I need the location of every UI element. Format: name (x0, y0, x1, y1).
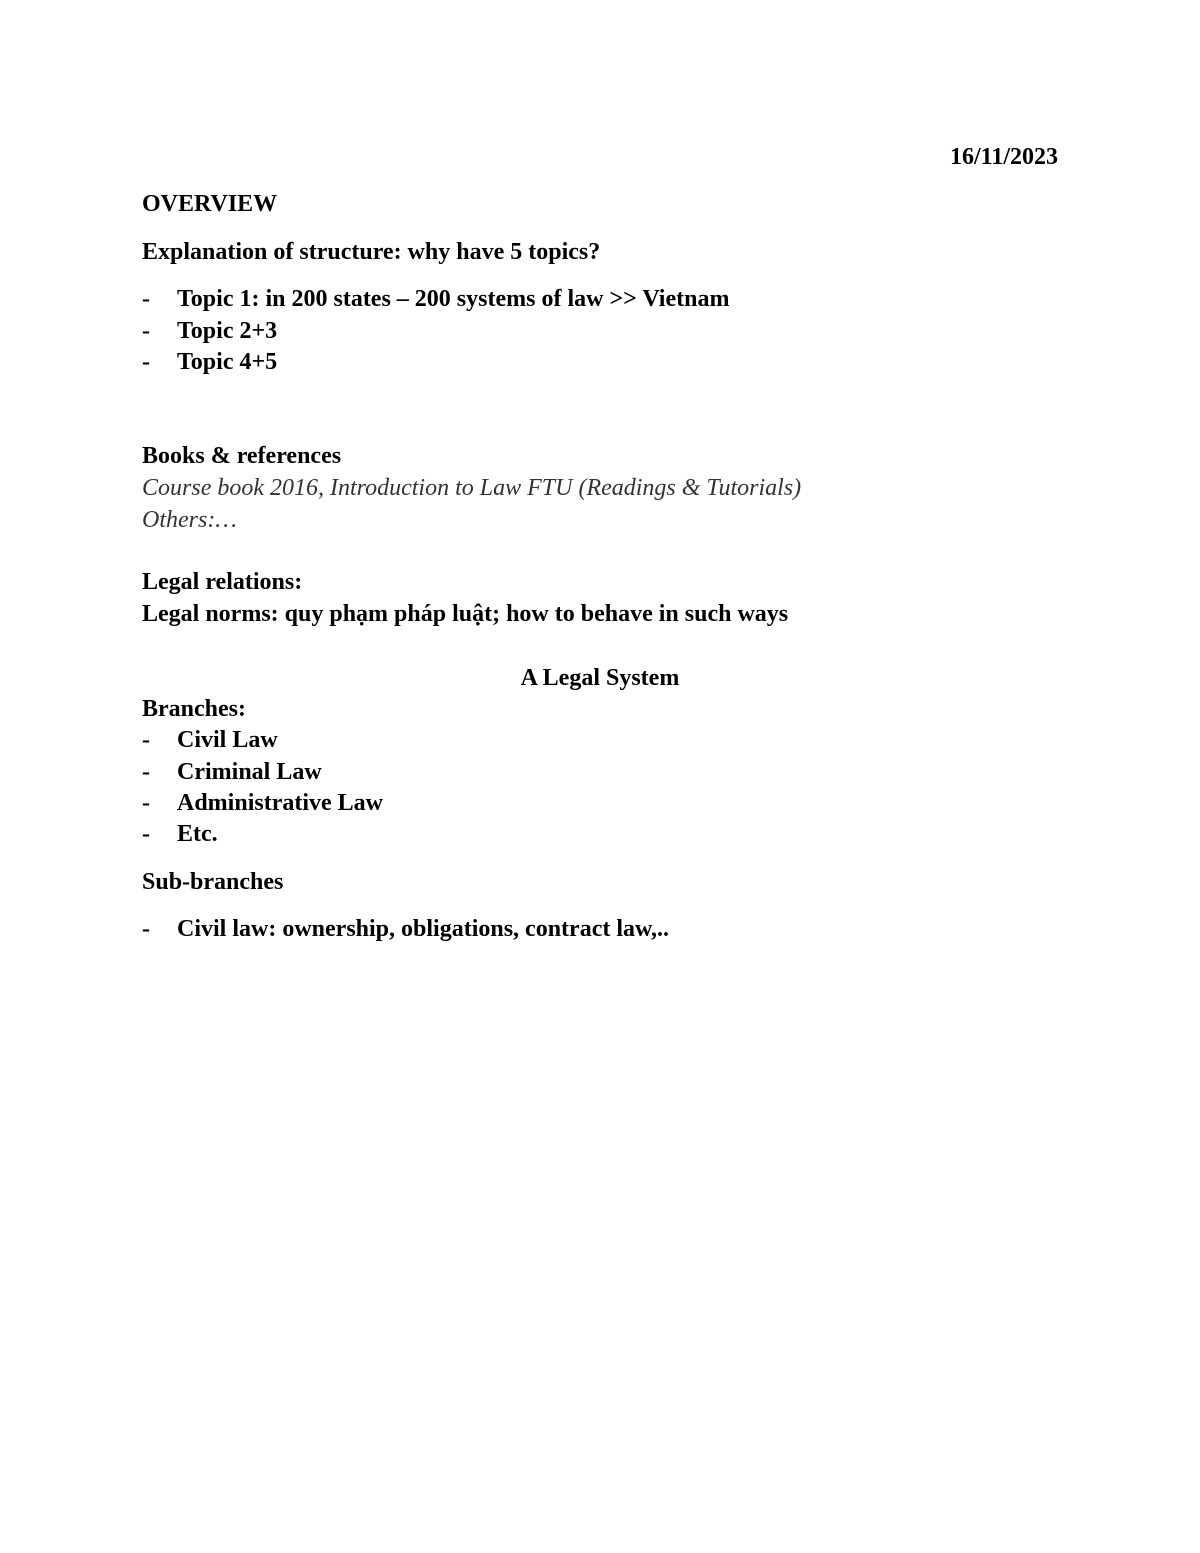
bullet-dash: - (142, 727, 150, 753)
bullet-dash: - (142, 821, 150, 847)
bullet-dash: - (142, 286, 150, 312)
legal-norms: Legal norms: quy phạm pháp luật; how to behave in such ways (142, 601, 789, 627)
sub-branches-heading: Sub-branches (142, 869, 284, 895)
topic-text: Topic 4+5 (177, 349, 278, 375)
topic-text: Topic 2+3 (177, 318, 278, 344)
date: 16/11/2023 (949, 144, 1058, 170)
branch-text: Criminal Law (177, 759, 322, 785)
books-heading: Books & references (142, 443, 342, 469)
legal-relations: Legal relations: (142, 569, 303, 595)
bullet-dash: - (142, 790, 150, 816)
bullet-dash: - (142, 759, 150, 785)
sub-branch-text: Civil law: ownership, obligations, contract law,.. (177, 916, 670, 942)
branch-text: Etc. (177, 821, 218, 847)
bullet-dash: - (142, 916, 150, 942)
course-book: Course book 2016, Introduction to Law FTU (Readings & Tutorials) (142, 475, 802, 501)
bullet-dash: - (142, 349, 150, 375)
overview-title: OVERVIEW (142, 191, 278, 217)
branch-text: Civil Law (177, 727, 278, 753)
branch-text: Administrative Law (177, 790, 383, 816)
bullet-dash: - (142, 318, 150, 344)
legal-system-title: A Legal System (520, 665, 680, 691)
other-references: Others:… (142, 507, 237, 533)
structure-explanation: Explanation of structure: why have 5 topics? (142, 239, 601, 265)
topic-text: Topic 1: in 200 states – 200 systems of law >> Vietnam (177, 286, 730, 312)
branches-heading: Branches: (142, 696, 246, 722)
